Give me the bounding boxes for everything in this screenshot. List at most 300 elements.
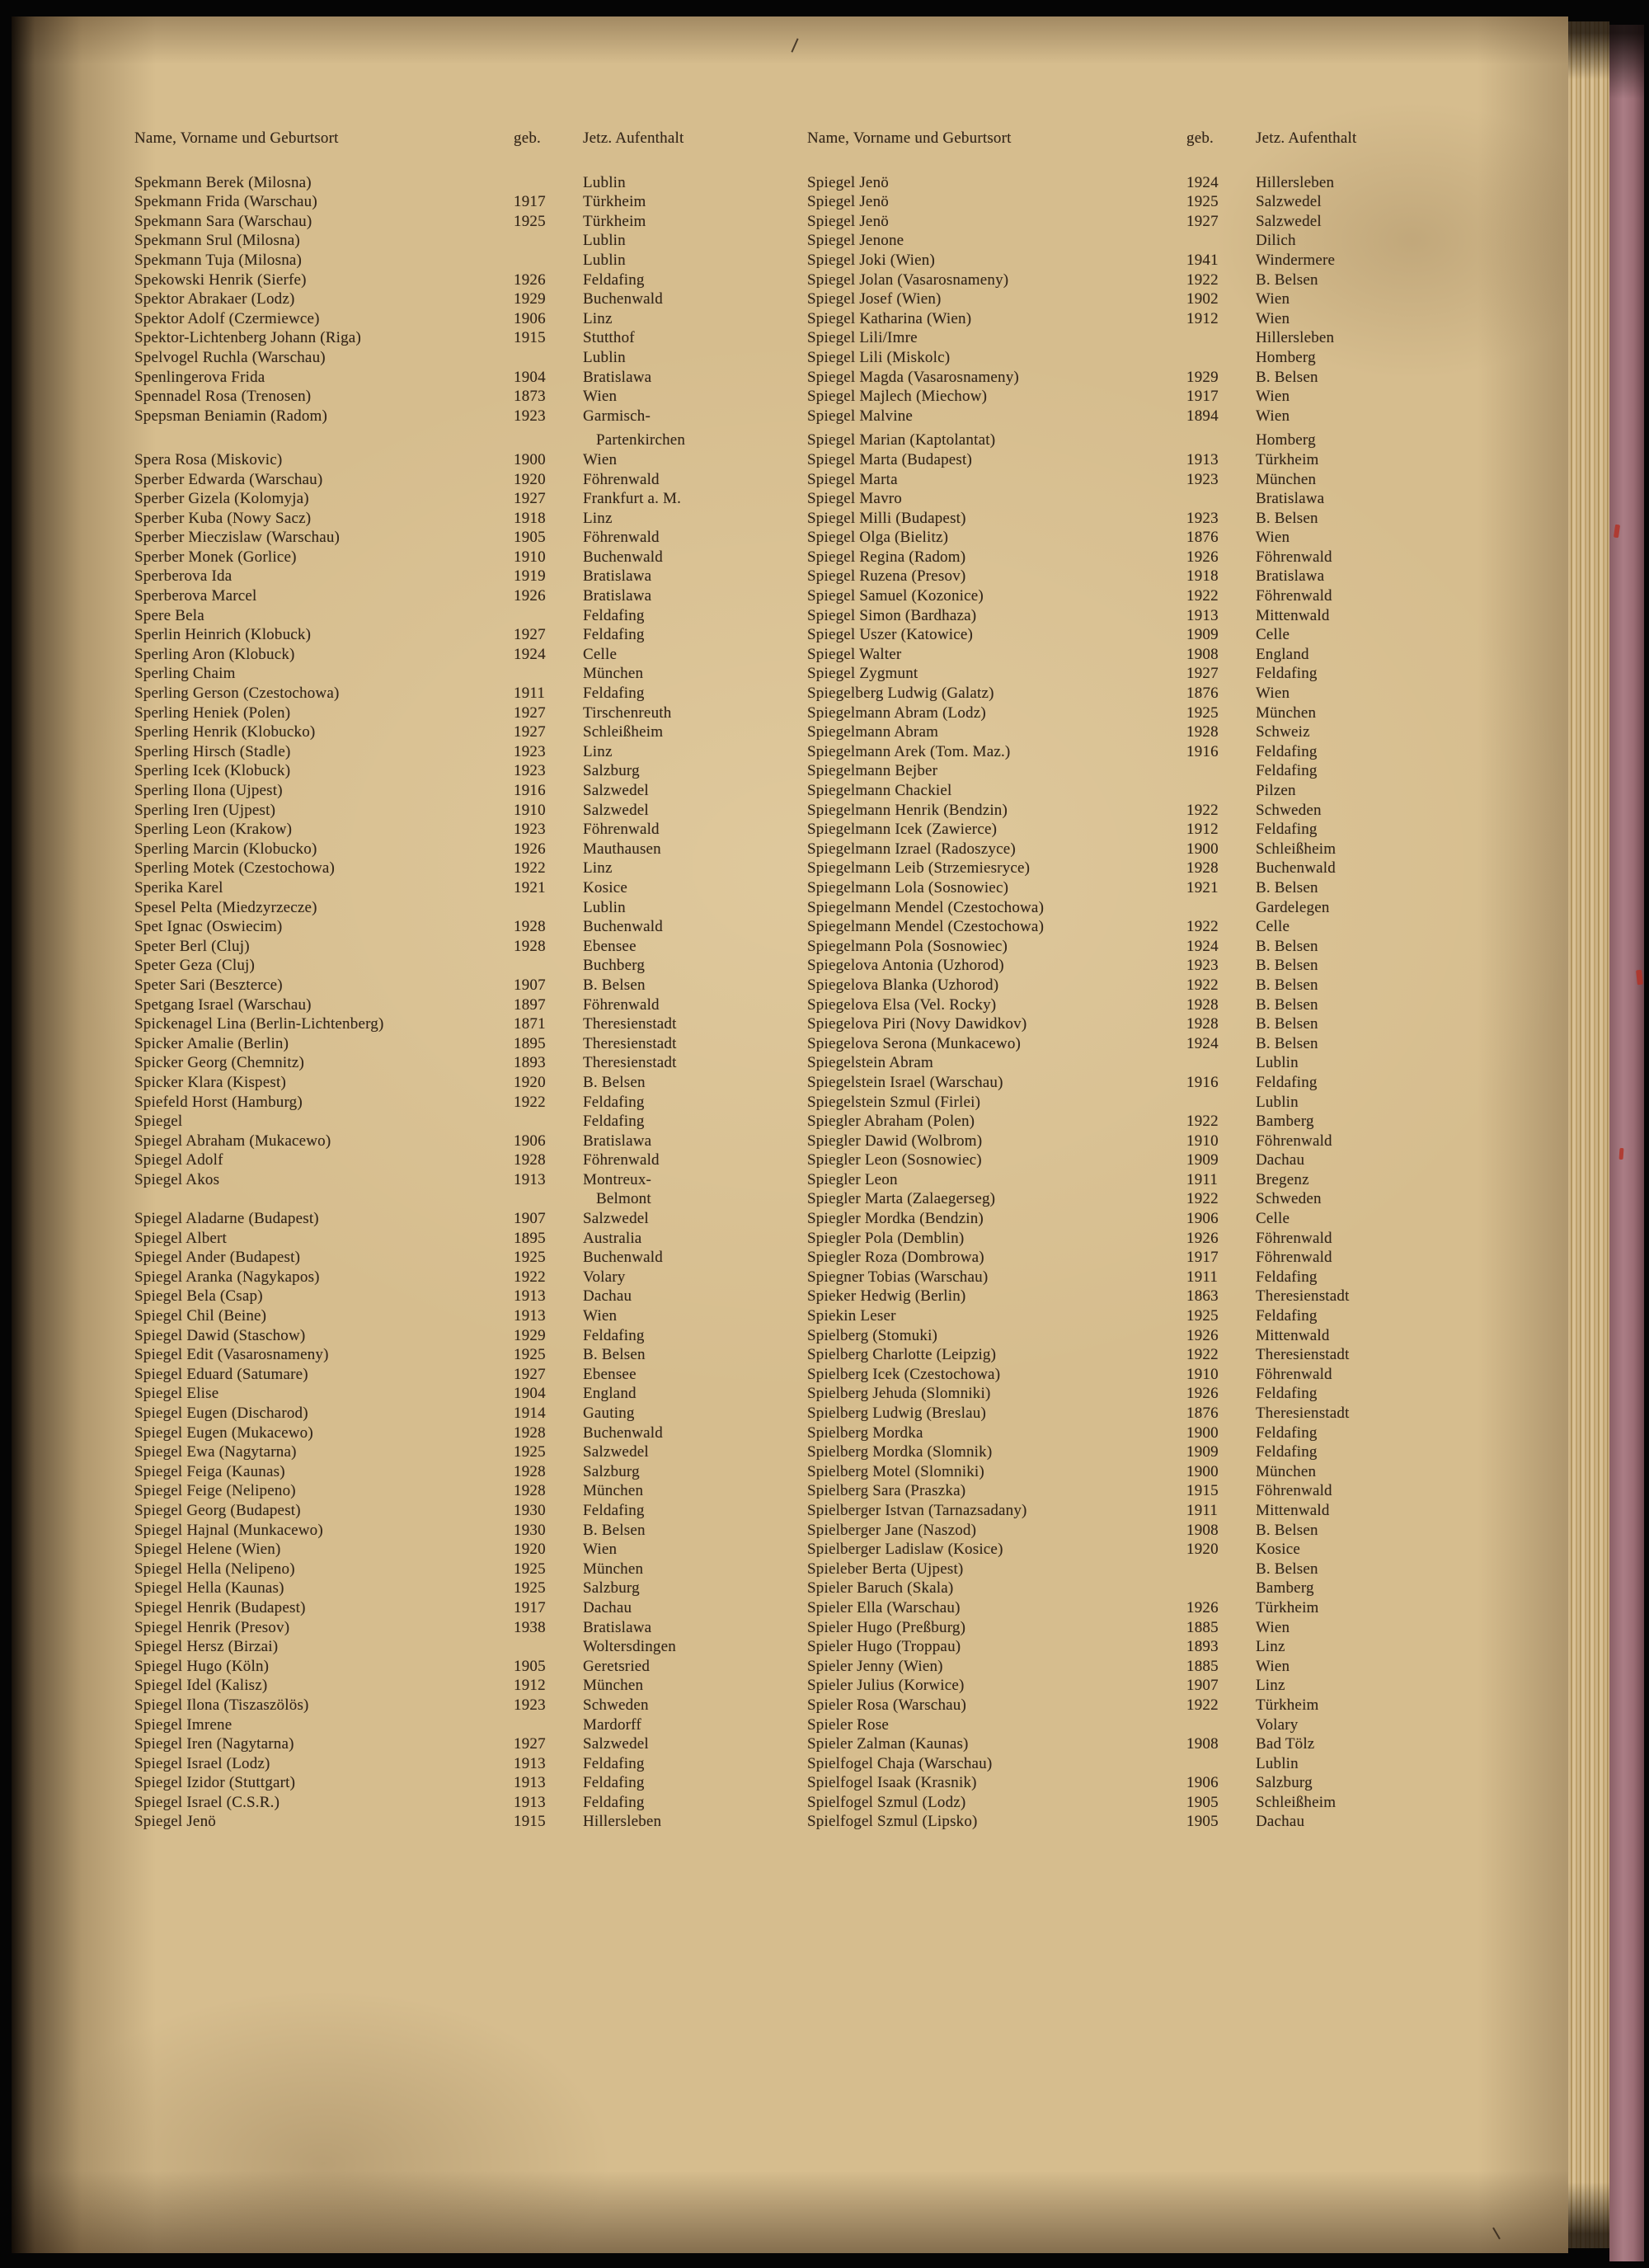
entry-birthyear: 1928 xyxy=(1186,723,1219,741)
entry-row xyxy=(134,722,771,742)
entry-birthyear xyxy=(1186,489,1246,509)
entry-birthyear: 1906 xyxy=(514,1132,546,1150)
entry-birthyear: 1924 xyxy=(514,645,546,663)
entry-residence: Woltersdingen xyxy=(583,1638,676,1656)
entry-name: Spielberg Mordka (Slomnik) xyxy=(807,1443,993,1461)
entry-birthyear: 1902 xyxy=(1186,290,1219,308)
entry-residence: B. Belsen xyxy=(1256,1521,1318,1539)
entry-name: Spiegel Milli (Budapest) xyxy=(807,509,966,527)
entry-residence: Türkheim xyxy=(583,212,646,230)
entry-birthyear xyxy=(514,606,573,626)
entry-birthyear: 1907 xyxy=(514,976,546,994)
entry-birthyear: 1913 xyxy=(514,1170,546,1188)
entry-name: Spiegel Ewa (Nagytarna) xyxy=(134,1443,297,1461)
entry-residence: B. Belsen xyxy=(583,1073,646,1091)
entry-row xyxy=(807,1423,1444,1443)
entry-row xyxy=(807,742,1444,762)
entry-name: Spiegel Hella (Nelipeno) xyxy=(134,1560,295,1578)
entry-birthyear: 1926 xyxy=(514,587,546,605)
entry-residence: Buchenwald xyxy=(583,290,663,308)
entry-residence: Bamberg xyxy=(1256,1579,1314,1597)
entry-residence: B. Belsen xyxy=(1256,995,1318,1014)
entry-row xyxy=(807,1189,1444,1209)
entry-residence: Buchenwald xyxy=(583,918,663,936)
entry-row xyxy=(134,956,771,976)
entry-row xyxy=(807,309,1444,329)
entry-residence: Föhrenwald xyxy=(583,470,660,488)
entry-row xyxy=(134,625,771,645)
entry-row xyxy=(134,528,771,548)
entry-row xyxy=(807,1034,1444,1054)
entry-birthyear: 1929 xyxy=(1186,368,1219,386)
entry-row xyxy=(807,1150,1444,1170)
entry-birthyear: 1915 xyxy=(514,1813,546,1831)
entry-residence: Mardorff xyxy=(583,1715,641,1734)
entry-name: Spiegel Samuel (Kozonice) xyxy=(807,587,984,605)
entry-name: Spiegelstein Israel (Warschau) xyxy=(807,1073,1003,1091)
entry-row xyxy=(134,489,771,509)
entry-birthyear: 1912 xyxy=(1186,309,1219,327)
entry-row xyxy=(134,645,771,665)
entry-row xyxy=(807,368,1444,388)
entry-row xyxy=(807,1384,1444,1404)
entry-residence: Wien xyxy=(1256,309,1290,327)
entry-name: Spelvogel Ruchla (Warschau) xyxy=(134,348,326,366)
entry-residence: Ebensee xyxy=(583,1365,637,1383)
entry-name xyxy=(134,431,504,450)
entry-name: Spiegel Regina (Radom) xyxy=(807,548,966,566)
entry-birthyear: 1927 xyxy=(514,703,546,722)
entry-name: Spiegelova Elsa (Vel. Rocky) xyxy=(807,995,997,1014)
entry-row xyxy=(134,1715,771,1735)
entry-name: Spickenagel Lina (Berlin-Lichtenberg) xyxy=(134,1015,384,1033)
entry-residence: Salzwedel xyxy=(1256,212,1322,230)
entry-residence: Theresienstadt xyxy=(583,1034,677,1052)
entry-residence: München xyxy=(1256,470,1317,488)
entry-name: Spiegelstein Szmul (Firlei) xyxy=(807,1093,981,1111)
entry-row xyxy=(134,1812,771,1832)
entry-birthyear: 1922 xyxy=(1186,1346,1219,1364)
entry-name: Spiegel Ander (Budapest) xyxy=(134,1249,301,1267)
entry-row xyxy=(807,1053,1444,1073)
entry-list xyxy=(134,173,771,1832)
entry-row xyxy=(807,898,1444,918)
entry-birthyear: 1920 xyxy=(1186,1541,1219,1559)
entry-row xyxy=(134,1053,771,1073)
entry-birthyear: 1925 xyxy=(1186,703,1219,722)
entry-residence: Buchenwald xyxy=(583,1249,663,1267)
entry-residence: B. Belsen xyxy=(1256,368,1318,386)
entry-birthyear xyxy=(1186,1754,1246,1774)
entry-name: Spiegel Ilona (Tiszaszölös) xyxy=(134,1696,309,1714)
entry-residence: Bratislawa xyxy=(1256,490,1325,508)
entry-residence: Salzwedel xyxy=(583,801,649,819)
entry-residence: Lublin xyxy=(1256,1054,1299,1072)
entry-residence: Linz xyxy=(1256,1638,1285,1656)
entry-name: Spiegel Lili/Imre xyxy=(807,329,918,347)
entry-residence: Australia xyxy=(583,1229,642,1247)
entry-row xyxy=(134,820,771,840)
entry-birthyear: 1913 xyxy=(514,1287,546,1306)
entry-birthyear: 1921 xyxy=(514,878,546,896)
entry-row xyxy=(807,995,1444,1015)
entry-residence: Feldafing xyxy=(583,1793,645,1811)
entry-residence: Theresienstadt xyxy=(1256,1405,1350,1422)
entry-residence: Föhrenwald xyxy=(1256,587,1332,605)
entry-residence: Linz xyxy=(583,309,613,327)
entry-residence: Feldafing xyxy=(1256,1443,1318,1461)
entry-row xyxy=(807,1657,1444,1677)
entry-name: Spiegelova Piri (Novy Dawidkov) xyxy=(807,1015,1027,1033)
entry-name: Spielfogel Szmul (Lipsko) xyxy=(807,1813,978,1831)
entry-row xyxy=(134,212,771,232)
entry-birthyear xyxy=(1186,328,1246,348)
entry-name: Spiegelmann Bejber xyxy=(807,762,938,780)
entry-name: Spiegelmann Arek (Tom. Maz.) xyxy=(807,742,1011,760)
entry-name: Spiegel Albert xyxy=(134,1229,228,1247)
entry-residence: Salzburg xyxy=(1256,1774,1313,1792)
entry-row xyxy=(807,1696,1444,1715)
entry-row xyxy=(134,898,771,918)
entry-birthyear xyxy=(1186,761,1246,781)
entry-birthyear: 1938 xyxy=(514,1618,546,1636)
entry-row xyxy=(134,1501,771,1521)
entry-name: Spiegel xyxy=(134,1113,183,1131)
entry-residence: Salzwedel xyxy=(583,1210,649,1228)
entry-row xyxy=(134,781,771,801)
entry-birthyear: 1916 xyxy=(1186,1073,1219,1091)
entry-row xyxy=(807,212,1444,232)
entry-birthyear: 1923 xyxy=(514,821,546,839)
entry-birthyear: 1928 xyxy=(514,1462,546,1480)
entry-birthyear: 1930 xyxy=(514,1521,546,1539)
entry-birthyear: 1925 xyxy=(514,1249,546,1267)
entry-birthyear: 1923 xyxy=(1186,509,1219,527)
entry-row xyxy=(807,1812,1444,1832)
entry-row xyxy=(807,684,1444,703)
entry-row xyxy=(807,1209,1444,1229)
entry-row xyxy=(134,878,771,898)
right-column xyxy=(807,129,1444,1832)
entry-birthyear: 1922 xyxy=(514,1268,546,1286)
entry-row xyxy=(134,567,771,586)
entry-birthyear: 1915 xyxy=(514,329,546,347)
entry-name: Spiegel Edit (Vasarosnameny) xyxy=(134,1346,329,1364)
entry-residence: Linz xyxy=(583,509,613,527)
entry-name: Spielberg Jehuda (Slomniki) xyxy=(807,1385,991,1403)
entry-birthyear: 1876 xyxy=(1186,529,1219,547)
entry-residence: Hillersleben xyxy=(1256,329,1335,347)
entry-row xyxy=(134,801,771,821)
entry-row xyxy=(807,937,1444,957)
entry-birthyear: 1925 xyxy=(514,1443,546,1461)
entry-residence: Föhrenwald xyxy=(1256,1365,1332,1383)
entry-residence: Schweden xyxy=(583,1696,649,1714)
entry-name xyxy=(134,1189,504,1209)
entry-name: Spiegel Marian (Kaptolantat) xyxy=(807,431,996,449)
entry-birthyear: 1923 xyxy=(1186,957,1219,975)
entry-row xyxy=(134,1657,771,1677)
entry-birthyear: 1927 xyxy=(1186,665,1219,683)
entry-name: Spiegelmann Chackiel xyxy=(807,782,952,799)
entry-name: Spiegel Adolf xyxy=(134,1151,223,1169)
entry-row xyxy=(134,1150,771,1170)
entry-birthyear: 1918 xyxy=(1186,567,1219,586)
entry-residence: Lublin xyxy=(583,173,626,191)
entry-residence: Wien xyxy=(1256,1657,1290,1675)
entry-residence: Wien xyxy=(1256,388,1290,406)
entry-birthyear: 1930 xyxy=(514,1501,546,1519)
entry-name: Sperber Mieczislaw (Warschau) xyxy=(134,529,341,547)
entry-row xyxy=(807,878,1444,898)
entry-birthyear: 1908 xyxy=(1186,645,1219,663)
entry-residence: B. Belsen xyxy=(1256,509,1318,527)
entry-row xyxy=(807,1132,1444,1151)
entry-birthyear: 1893 xyxy=(514,1054,546,1072)
entry-row xyxy=(134,1598,771,1618)
entry-name: Spiegler Dawid (Wolbrom) xyxy=(807,1132,983,1150)
entry-name: Spieler Zalman (Kaunas) xyxy=(807,1735,969,1753)
entry-row xyxy=(134,1521,771,1541)
entry-residence: Bamberg xyxy=(1256,1113,1314,1131)
column-header xyxy=(807,129,1444,148)
entry-residence: Dilich xyxy=(1256,232,1296,250)
entry-row xyxy=(807,1501,1444,1521)
entry-name: Sperber Monek (Gorlice) xyxy=(134,548,297,566)
entry-name: Spiegel Jolan (Vasarosnameny) xyxy=(807,271,1009,289)
entry-birthyear: 1929 xyxy=(514,1326,546,1344)
entry-row xyxy=(807,1618,1444,1638)
entry-birthyear: 1911 xyxy=(1186,1501,1219,1519)
entry-birthyear: 1929 xyxy=(514,290,546,308)
entry-residence: Dachau xyxy=(1256,1813,1305,1831)
entry-birthyear: 1928 xyxy=(1186,995,1219,1014)
entry-row xyxy=(134,1248,771,1268)
entry-residence: B. Belsen xyxy=(1256,878,1318,896)
entry-birthyear: 1928 xyxy=(514,1423,546,1442)
entry-birthyear: 1908 xyxy=(1186,1735,1219,1753)
entry-name: Spepsman Beniamin (Radom) xyxy=(134,407,328,425)
entry-birthyear: 1913 xyxy=(514,1774,546,1792)
entry-row xyxy=(134,548,771,567)
entry-row xyxy=(807,1170,1444,1190)
entry-name: Spieler Rosa (Warschau) xyxy=(807,1696,967,1714)
entry-residence: Türkheim xyxy=(1256,450,1319,468)
entry-name: Spesel Pelta (Miedzyrzecze) xyxy=(134,898,317,916)
entry-row xyxy=(807,489,1444,509)
entry-residence: Feldafing xyxy=(583,1754,645,1772)
entry-row xyxy=(807,407,1444,426)
entry-name: Spiegel Malvine xyxy=(807,407,914,425)
entry-row xyxy=(807,840,1444,859)
entry-name: Spiegel Eugen (Mukacewo) xyxy=(134,1423,313,1442)
entry-birthyear: 1914 xyxy=(514,1405,546,1422)
entry-name: Spiegel Josef (Wien) xyxy=(807,290,942,308)
entry-residence: B. Belsen xyxy=(1256,271,1318,289)
entry-name: Spiegel Bela (Csap) xyxy=(134,1287,263,1306)
entry-name: Spektor Adolf (Czermiewce) xyxy=(134,309,320,327)
entry-residence: Salzwedel xyxy=(583,782,649,799)
entry-row xyxy=(807,1073,1444,1093)
entry-row xyxy=(807,1637,1444,1657)
entry-row xyxy=(134,1481,771,1501)
entry-birthyear: 1909 xyxy=(1186,626,1219,644)
entry-residence: Montreux- xyxy=(583,1170,652,1188)
entry-name: Spieler Ella (Warschau) xyxy=(807,1598,961,1616)
entry-row xyxy=(807,528,1444,548)
entry-residence: Föhrenwald xyxy=(1256,1132,1332,1150)
entry-name: Spektor Abrakaer (Lodz) xyxy=(134,290,295,308)
entry-name: Spiegel Hella (Kaunas) xyxy=(134,1579,284,1597)
entry-name: Spiegel Magda (Vasarosnameny) xyxy=(807,368,1019,386)
entry-residence: Geretsried xyxy=(583,1657,651,1675)
entry-name: Spiegelmann Abram xyxy=(807,723,939,741)
entry-name: Sperling Henrik (Klobucko) xyxy=(134,723,316,741)
entry-birthyear: 1926 xyxy=(1186,1385,1219,1403)
entry-row xyxy=(807,192,1444,212)
entry-row xyxy=(807,387,1444,407)
entry-residence: Theresienstadt xyxy=(583,1054,677,1072)
entry-residence: B. Belsen xyxy=(1256,976,1318,994)
entry-name: Spiegel Hersz (Birzai) xyxy=(134,1638,279,1656)
entry-birthyear: 1876 xyxy=(1186,685,1219,703)
entry-row xyxy=(807,1676,1444,1696)
entry-row xyxy=(134,1540,771,1560)
entry-residence: B. Belsen xyxy=(1256,1560,1318,1578)
entry-residence: B. Belsen xyxy=(1256,937,1318,955)
entry-residence: Wien xyxy=(583,1541,618,1559)
entry-birthyear: 1905 xyxy=(514,1657,546,1675)
entry-row xyxy=(807,781,1444,801)
entry-row xyxy=(134,684,771,703)
entry-residence: Feldafing xyxy=(1256,1307,1318,1325)
entry-name: Spielberg Icek (Czestochowa) xyxy=(807,1365,1001,1383)
entry-name: Spiegel Elise xyxy=(134,1385,219,1403)
entry-name: Spiegel Hugo (Köln) xyxy=(134,1657,270,1675)
entry-residence: Garmisch- xyxy=(583,407,651,425)
entry-row xyxy=(807,1754,1444,1774)
entry-name: Sperling Icek (Klobuck) xyxy=(134,762,291,780)
entry-name: Spiegel Eduard (Satumare) xyxy=(134,1365,308,1383)
entry-name: Spiegel Marta xyxy=(807,470,898,488)
entry-name: Spiegler Mordka (Bendzin) xyxy=(807,1210,984,1228)
entry-residence: Wien xyxy=(1256,290,1290,308)
entry-birthyear: 1941 xyxy=(1186,251,1219,269)
entry-residence: München xyxy=(583,1560,644,1578)
entry-row xyxy=(134,1462,771,1482)
entry-name: Spenlingerova Frida xyxy=(134,368,265,386)
entry-name: Spiegner Tobias (Warschau) xyxy=(807,1268,989,1286)
entry-birthyear: 1894 xyxy=(1186,407,1219,425)
entry-residence: Wien xyxy=(583,388,618,406)
entry-name: Sperber Edwarda (Warschau) xyxy=(134,470,323,488)
entry-birthyear: 1921 xyxy=(1186,878,1219,896)
entry-name: Spiegel Majlech (Miechow) xyxy=(807,388,988,406)
entry-name: Spekmann Berek (Milosna) xyxy=(134,173,312,191)
entry-birthyear xyxy=(514,956,573,976)
entry-row xyxy=(134,509,771,529)
entry-birthyear: 1924 xyxy=(1186,173,1219,191)
entry-name: Spielberg Sara (Praszka) xyxy=(807,1482,966,1500)
left-column xyxy=(134,129,771,1832)
entry-birthyear xyxy=(514,231,573,251)
entry-name: Sperling Hirsch (Stadle) xyxy=(134,742,291,760)
entry-row xyxy=(134,1579,771,1598)
entry-birthyear: 1920 xyxy=(514,1073,546,1091)
entry-residence: Volary xyxy=(583,1268,626,1286)
entry-residence: Schleißheim xyxy=(1256,840,1337,858)
entry-row xyxy=(134,1618,771,1638)
entry-name: Spielberg Ludwig (Breslau) xyxy=(807,1405,986,1422)
entry-row xyxy=(134,703,771,723)
entry-name: Spennadel Rosa (Trenosen) xyxy=(134,388,312,406)
entry-name: Spiegel Izidor (Stuttgart) xyxy=(134,1774,296,1792)
entry-row xyxy=(134,976,771,995)
entry-name: Sperling Ilona (Ujpest) xyxy=(134,782,283,799)
entry-row xyxy=(134,840,771,859)
entry-residence: Schweden xyxy=(1256,801,1322,819)
entry-residence: England xyxy=(583,1385,637,1403)
entry-birthyear: 1926 xyxy=(514,840,546,858)
entry-row xyxy=(807,450,1444,470)
entry-residence: B. Belsen xyxy=(1256,1034,1318,1052)
entry-row xyxy=(134,1696,771,1715)
entry-residence: Bratislawa xyxy=(583,1618,652,1636)
entry-birthyear: 1927 xyxy=(514,1365,546,1383)
entry-name: Spielberg Charlotte (Leipzig) xyxy=(807,1346,997,1364)
entry-residence: Hillersleben xyxy=(583,1813,662,1831)
entry-birthyear xyxy=(514,1715,573,1735)
entry-name: Speter Geza (Cluj) xyxy=(134,957,256,975)
entry-residence: Feldafing xyxy=(583,1326,645,1344)
entry-row xyxy=(134,1326,771,1346)
entry-residence: Bratislawa xyxy=(1256,567,1325,586)
entry-birthyear: 1928 xyxy=(1186,859,1219,878)
entry-residence: Feldafing xyxy=(583,271,645,289)
entry-birthyear: 1913 xyxy=(514,1754,546,1772)
entry-row xyxy=(134,1442,771,1462)
entry-residence: Feldafing xyxy=(583,606,645,624)
column-header xyxy=(134,129,771,148)
entry-residence: Föhrenwald xyxy=(583,1151,660,1169)
entry-row xyxy=(807,251,1444,271)
entry-name: Spiegel Henrik (Budapest) xyxy=(134,1598,306,1616)
entry-residence: Buchenwald xyxy=(583,548,663,566)
entry-row xyxy=(807,1014,1444,1034)
entry-birthyear xyxy=(514,898,573,918)
entry-residence: Stutthof xyxy=(583,329,635,347)
entry-birthyear: 1922 xyxy=(1186,1190,1219,1208)
entry-birthyear: 1927 xyxy=(1186,212,1219,230)
entry-name: Spiegel Simon (Bardhaza) xyxy=(807,606,977,624)
entry-birthyear: 1900 xyxy=(1186,1423,1219,1442)
entry-birthyear: 1906 xyxy=(1186,1210,1219,1228)
entry-row xyxy=(807,328,1444,348)
entry-birthyear: 1885 xyxy=(1186,1657,1219,1675)
entry-name: Spiegel Israel (Lodz) xyxy=(134,1754,270,1772)
entry-birthyear: 1906 xyxy=(514,309,546,327)
entry-birthyear: 1905 xyxy=(1186,1793,1219,1811)
entry-row xyxy=(807,1112,1444,1132)
entry-row xyxy=(134,289,771,309)
entry-residence: Föhrenwald xyxy=(1256,548,1332,566)
entry-residence: Ebensee xyxy=(583,937,637,955)
entry-row xyxy=(807,470,1444,490)
entry-residence: Türkheim xyxy=(1256,1696,1319,1714)
entry-residence: München xyxy=(583,1677,644,1695)
entry-name: Spiegelmann Henrik (Bendzin) xyxy=(807,801,1008,819)
entry-name: Spielberg Mordka xyxy=(807,1423,923,1442)
